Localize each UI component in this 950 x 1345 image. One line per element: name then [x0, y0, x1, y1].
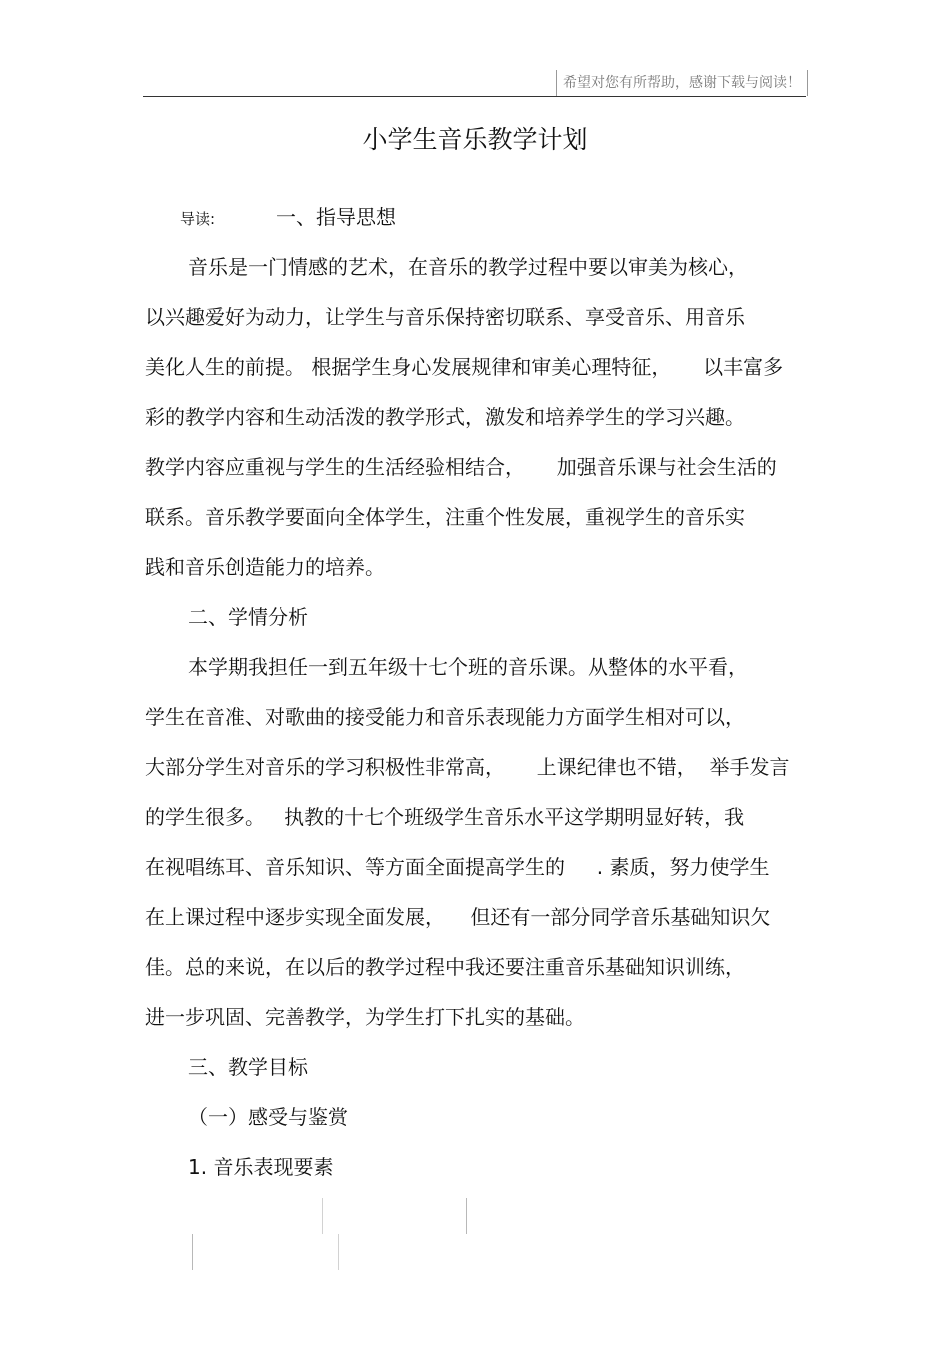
- scan-mark: [466, 1198, 467, 1234]
- header-banner: 希望对您有所帮助，感谢下载与阅读！: [556, 70, 808, 96]
- paragraph-line: 美化人生的前提。 根据学生身心发展规律和审美心理特征， 以丰富多: [145, 355, 784, 379]
- paragraph-line: 音乐是一门情感的艺术，在音乐的教学过程中要以审美为核心，: [188, 255, 748, 279]
- paragraph-line: 践和音乐创造能力的培养。: [145, 555, 385, 579]
- paragraph-line: 进一步巩固、完善教学，为学生打下扎实的基础。: [145, 1005, 585, 1029]
- paragraph-line: 教学内容应重视与学生的生活经验相结合， 加强音乐课与社会生活的: [145, 455, 777, 479]
- paragraph-line: 以兴趣爱好为动力，让学生与音乐保持密切联系、享受音乐、用音乐: [145, 305, 745, 329]
- paragraph-line: 学生在音准、对歌曲的接受能力和音乐表现能力方面学生相对可以，: [145, 705, 745, 729]
- guide-label: 导读:: [180, 210, 216, 228]
- scan-mark: [322, 1198, 323, 1234]
- section-heading-student-analysis: 二、学情分析: [188, 605, 308, 629]
- section-heading-teaching-goals: 三、教学目标: [188, 1055, 308, 1079]
- subsection-heading: （一）感受与鉴赏: [188, 1105, 348, 1129]
- document-title: 小学生音乐教学计划: [362, 125, 588, 154]
- paragraph-line: 大部分学生对音乐的学习积极性非常高， 上课纪律也不错， 举手发言: [145, 755, 790, 779]
- paragraph-line: 的学生很多。 执教的十七个班级学生音乐水平这学期明显好转，我: [145, 805, 745, 829]
- paragraph-line: 本学期我担任一到五年级十七个班的音乐课。从整体的水平看，: [188, 655, 748, 679]
- paragraph-line: 佳。总的来说，在以后的教学过程中我还要注重音乐基础知识训练，: [145, 955, 745, 979]
- paragraph-line: 在视唱练耳、音乐知识、等方面全面提高学生的 . 素质，努力使学生: [145, 855, 770, 879]
- header-rule: [143, 96, 806, 97]
- scan-mark: [192, 1234, 193, 1270]
- paragraph-line: 彩的教学内容和生动活泼的教学形式，激发和培养学生的学习兴趣。: [145, 405, 745, 429]
- paragraph-line: 在上课过程中逐步实现全面发展， 但还有一部分同学音乐基础知识欠: [145, 905, 771, 929]
- section-heading-guiding-ideology: 一、指导思想: [276, 205, 396, 229]
- paragraph-line: 联系。音乐教学要面向全体学生，注重个性发展，重视学生的音乐实: [145, 505, 745, 529]
- item-heading: 1. 音乐表现要素: [188, 1155, 334, 1179]
- scan-mark: [338, 1234, 339, 1270]
